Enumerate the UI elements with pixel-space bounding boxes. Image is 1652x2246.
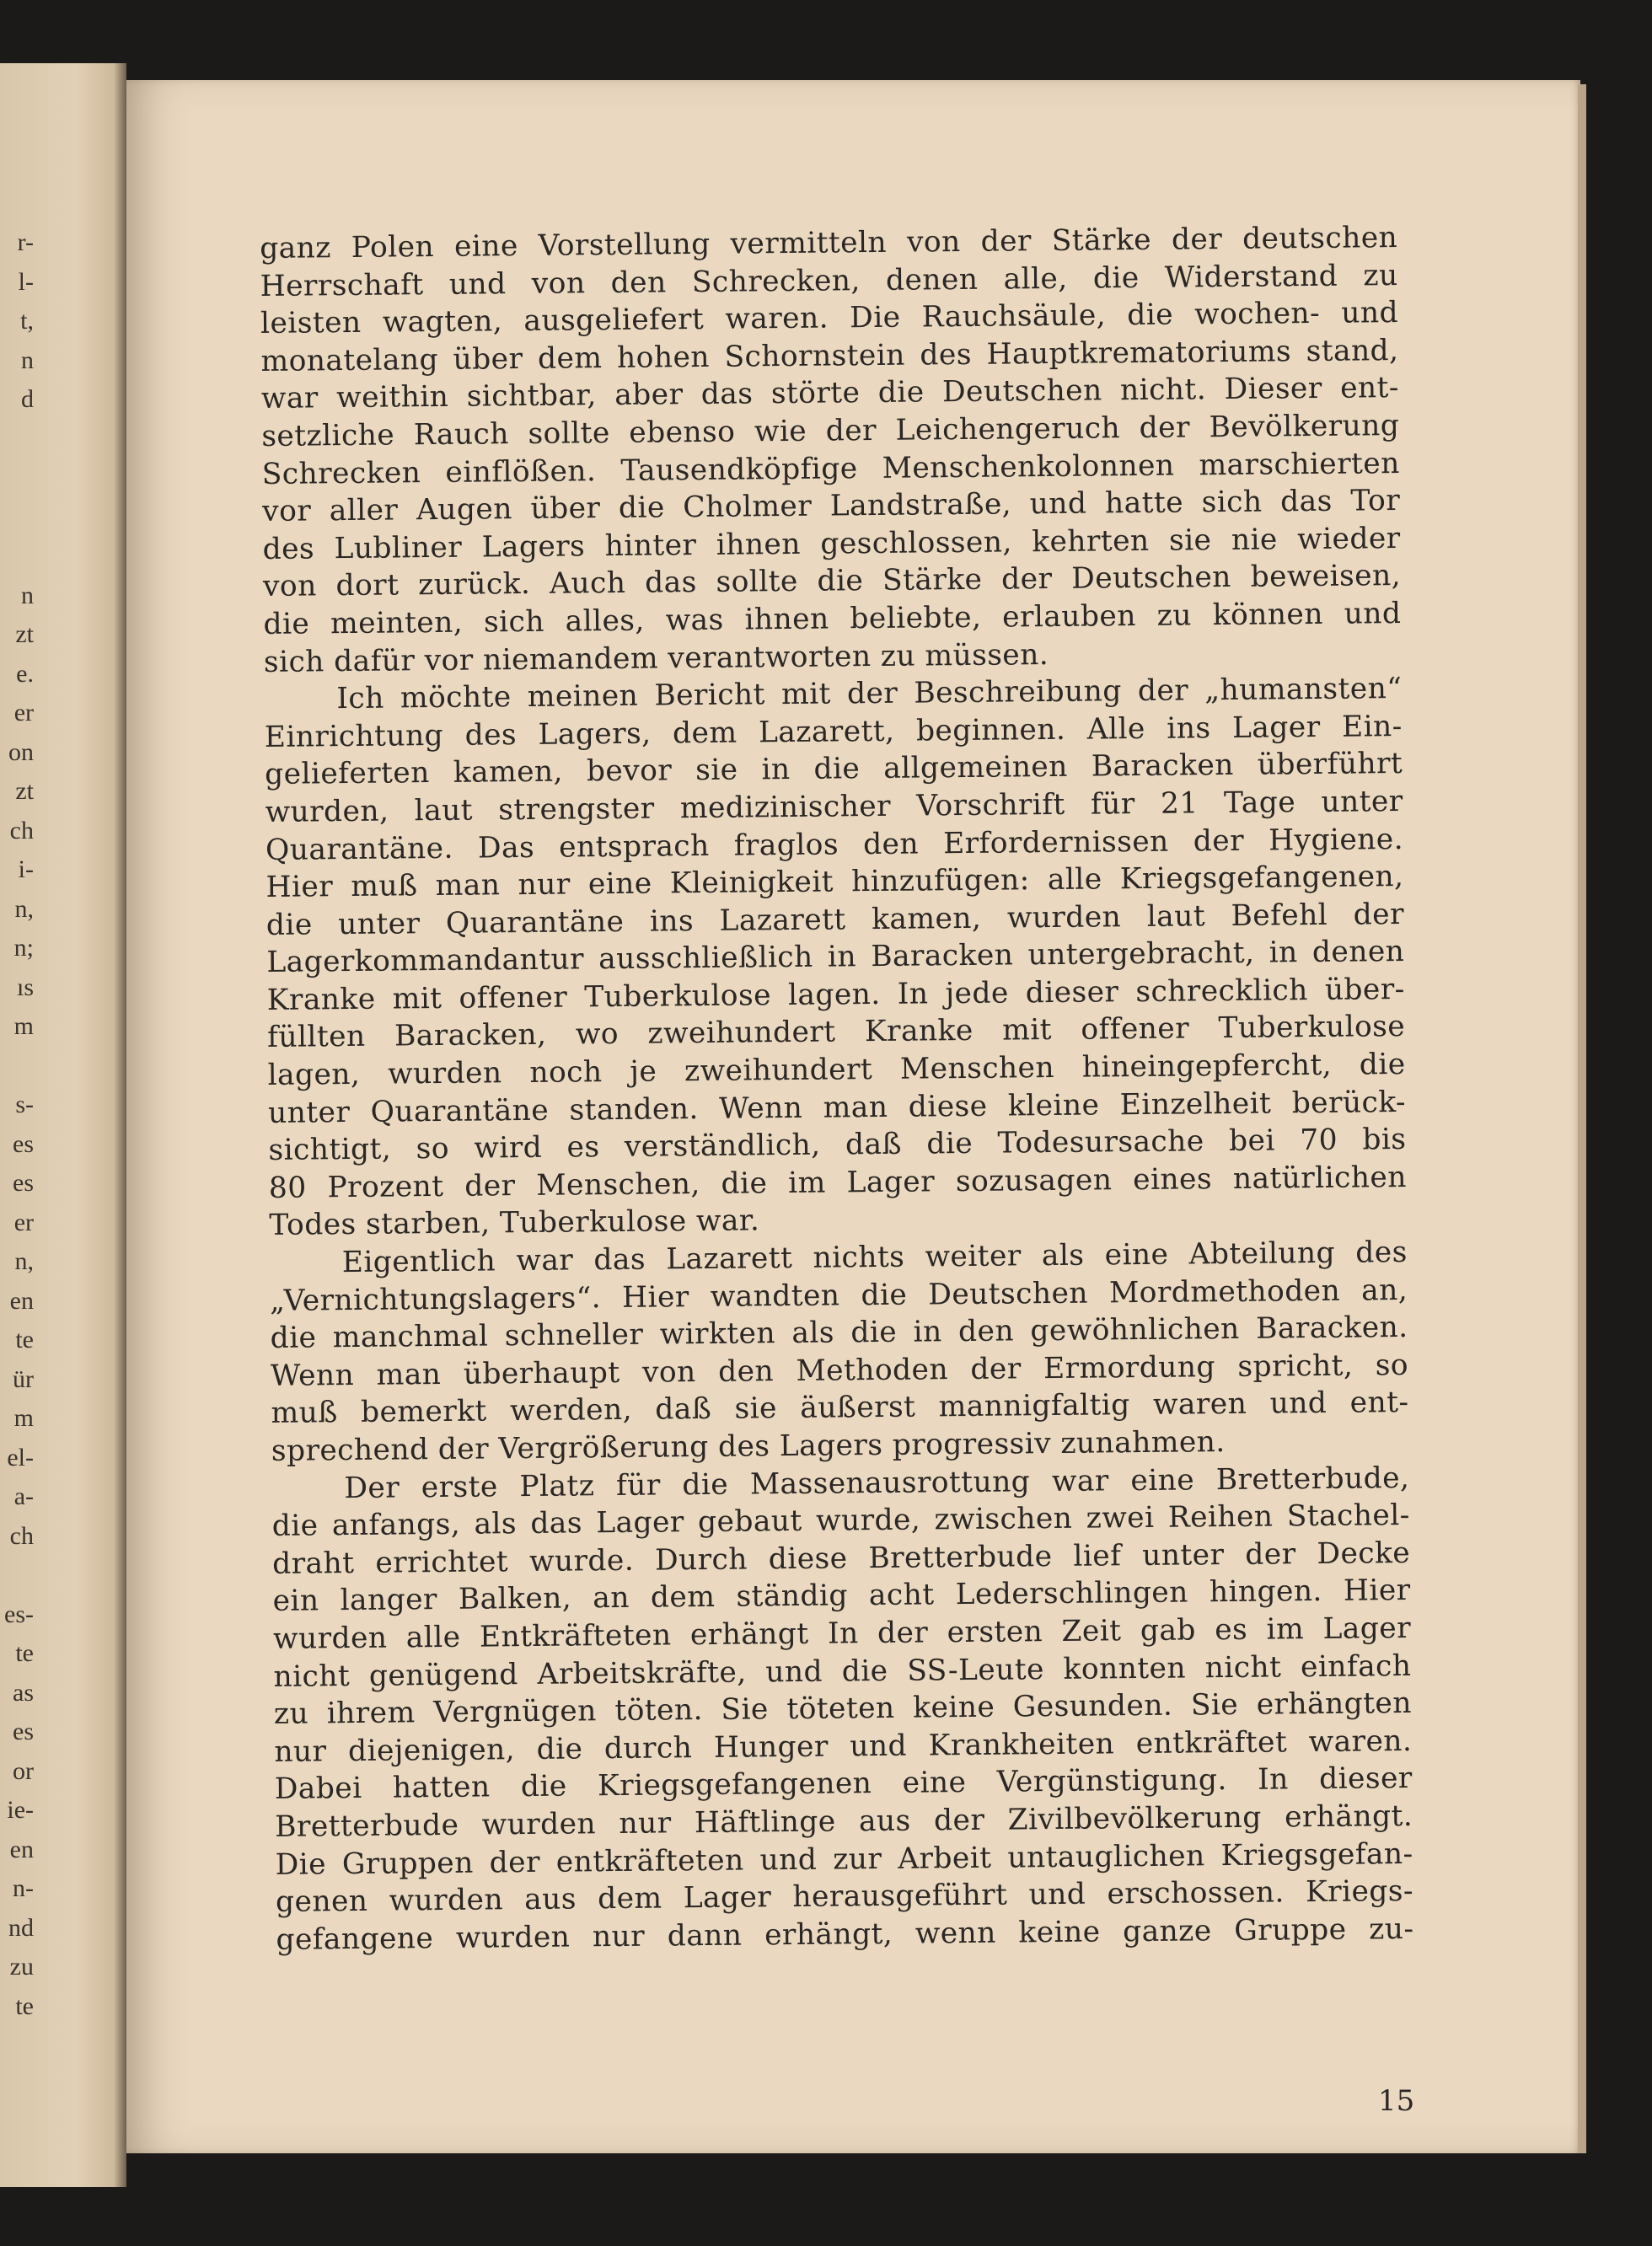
text-line: Eigentlich war das Lazarett nichts weiter als eine Abteilung des bbox=[341, 1236, 1408, 1280]
text-line: die anfangs, als das Lager gebaut wurde, zwischen zwei Reihen Stachel- bbox=[271, 1498, 1410, 1544]
left-page-fragment: te bbox=[15, 1326, 34, 1353]
text-line: Hier muß man nur eine Kleinigkeit hinzufügen: alle Kriegsgefangenen, bbox=[266, 860, 1404, 905]
text-line: draht errichtet wurde. Durch diese Bretterbude lief unter der Decke bbox=[272, 1536, 1411, 1581]
text-line: ein langer Balken, an dem ständig acht Lederschlingen hingen. Hier bbox=[272, 1573, 1411, 1619]
left-page-fragment: n, bbox=[14, 894, 34, 923]
left-page-fragment: n, bbox=[14, 1247, 34, 1275]
left-page-fragment: er bbox=[13, 699, 34, 726]
left-page-fragment: l- bbox=[18, 267, 34, 296]
left-page-fragment: m bbox=[13, 1404, 34, 1432]
left-page-edge bbox=[0, 63, 126, 2187]
text-line: Dabei hatten die Kriegsgefangenen eine Vergünstigung. In dieser bbox=[274, 1761, 1413, 1807]
left-page-fragment: d bbox=[21, 385, 34, 413]
text-line: lagen, wurden noch je zweihundert Menschen hineingepfercht, die bbox=[267, 1048, 1406, 1093]
text-line: Ich möchte meinen Bericht mit der Beschreibung der „humansten“ bbox=[336, 672, 1403, 716]
left-page-fragment: es bbox=[13, 1169, 34, 1197]
text-line: Der erste Platz für die Massenausrottung war eine Bretterbude, bbox=[344, 1461, 1410, 1505]
left-page-fragment: i- bbox=[18, 855, 34, 883]
left-page-fragment: m bbox=[13, 1012, 34, 1040]
text-line: von dort zurück. Auch das sollte die Stärke der Deutschen beweisen, bbox=[262, 559, 1402, 604]
text-line: vor aller Augen über die Cholmer Landstraße, und hatte sich das Tor bbox=[262, 484, 1401, 529]
left-page-fragment: nd bbox=[8, 1913, 34, 1942]
left-page-fragment: ie- bbox=[7, 1796, 34, 1824]
left-page-fragment: n bbox=[21, 346, 34, 374]
text-line: genen wurden aus dem Lager herausgeführt und erschossen. Kriegs- bbox=[275, 1874, 1414, 1920]
text-line: nur diejenigen, die durch Hunger und Krankheiten entkräftet waren. bbox=[274, 1723, 1413, 1769]
text-line: ganz Polen eine Vorstellung vermitteln von der Stärke der deutschen bbox=[260, 221, 1398, 265]
text-line: gefangene wurden nur dann erhängt, wenn keine ganze Gruppe zu- bbox=[276, 1911, 1414, 1957]
left-page-fragment: a- bbox=[13, 1482, 34, 1510]
left-page-fragment: e. bbox=[16, 659, 34, 688]
text-line: Einrichtung des Lagers, dem Lazarett, beginnen. Alle ins Lager Ein- bbox=[264, 709, 1403, 754]
left-page-fragment: ıs bbox=[16, 973, 34, 1001]
body-text bbox=[260, 219, 1414, 1959]
text-line: Wenn man überhaupt von den Methoden der Ermordung spricht, so bbox=[270, 1348, 1409, 1393]
left-page-fragment: n- bbox=[13, 1874, 34, 1902]
text-line: Bretterbude wurden nur Häftlinge aus der Zivilbevölkerung erhängt. bbox=[274, 1798, 1413, 1844]
text-line: war weithin sichtbar, aber das störte die Deutschen nicht. Dieser ent- bbox=[260, 371, 1400, 416]
left-page-fragment: n; bbox=[13, 934, 34, 962]
text-line: Schrecken einflößen. Tausendköpfige Menschenkolonnen marschierten bbox=[261, 446, 1400, 491]
left-page-fragment: or bbox=[13, 1756, 34, 1785]
left-page-fragment: es- bbox=[4, 1600, 34, 1628]
text-line: Todes starben, Tuberkulose war. bbox=[269, 1203, 760, 1243]
text-line: Herrschaft und von den Schrecken, denen alle, die Widerstand zu bbox=[260, 258, 1398, 303]
text-line: füllten Baracken, wo zweihundert Kranke mit offener Tuberkulose bbox=[267, 1010, 1406, 1055]
text-line: sichtigt, so wird es verständlich, daß die Todesursache bei 70 bis bbox=[268, 1123, 1407, 1168]
left-page-fragment: en bbox=[9, 1286, 34, 1315]
text-line: die unter Quarantäne ins Lazarett kamen, wurden laut Befehl der bbox=[266, 897, 1405, 942]
left-page-fragment: te bbox=[15, 1991, 34, 2020]
text-line: 80 Prozent der Menschen, die im Lager sozusagen eines natürlichen bbox=[268, 1160, 1408, 1205]
left-page-fragment: te bbox=[15, 1639, 34, 1667]
book-page bbox=[126, 80, 1580, 2153]
left-page-fragment: on bbox=[8, 737, 34, 766]
text-line: sich dafür vor niemandem verantworten zu müssen. bbox=[263, 637, 1049, 679]
text-line: gelieferten kamen, bevor sie in die allgemeinen Baracken überführt bbox=[265, 747, 1403, 792]
left-page-fragment: el- bbox=[7, 1443, 34, 1471]
text-line: Lagerkommandantur ausschließlich in Baracken untergebracht, in denen bbox=[266, 935, 1405, 980]
text-line: die meinten, sich alles, was ihnen beliebte, erlauben zu können und bbox=[263, 596, 1402, 641]
page-edge bbox=[1578, 84, 1586, 2153]
left-page-fragment: n bbox=[21, 581, 34, 609]
left-page-fragment: en bbox=[9, 1835, 34, 1863]
text-line: „Vernichtungslagers“. Hier wandten die Deutschen Mordmethoden an, bbox=[270, 1273, 1408, 1318]
text-line: nicht genügend Arbeitskräfte, und die SS-Leute konnten nicht einfach bbox=[273, 1648, 1412, 1694]
text-line: zu ihrem Vergnügen töten. Sie töteten keine Gesunden. Sie erhängten bbox=[273, 1686, 1413, 1732]
text-line: monatelang über dem hohen Schornstein des Hauptkrematoriums stand, bbox=[260, 333, 1399, 378]
left-page-fragment: ch bbox=[9, 816, 34, 844]
left-page-fragment: zt bbox=[15, 620, 34, 648]
text-line: die manchmal schneller wirkten als die in den gewöhnlichen Baracken. bbox=[270, 1311, 1408, 1356]
left-page-fragment: es bbox=[13, 1718, 34, 1745]
text-line: wurden alle Entkräfteten erhängt In der ersten Zeit gab es im Lager bbox=[272, 1611, 1412, 1656]
left-page-fragment: er bbox=[13, 1208, 34, 1236]
text-line: des Lubliner Lagers hinter ihnen geschlossen, kehrten sie nie wieder bbox=[262, 521, 1401, 566]
text-line: Die Gruppen der entkräfteten und zur Arbeit untauglichen Kriegsgefan- bbox=[275, 1836, 1413, 1882]
left-page-fragment: ch bbox=[9, 1521, 34, 1550]
text-line: sprechend der Vergrößerung des Lagers progressiv zunahmen. bbox=[271, 1425, 1226, 1468]
left-page-fragment: as bbox=[13, 1678, 34, 1707]
text-line: leisten wagten, ausgeliefert waren. Die Rauchsäule, die wochen- und bbox=[260, 296, 1399, 341]
text-line: Quarantäne. Das entsprach fraglos den Erfordernissen der Hygiene. bbox=[265, 822, 1404, 867]
left-page-fragment: t, bbox=[20, 307, 34, 335]
left-page-fragment: ür bbox=[13, 1364, 34, 1393]
page-number: 15 bbox=[1378, 2084, 1415, 2118]
text-line: unter Quarantäne standen. Wenn man diese kleine Einzelheit berück- bbox=[267, 1085, 1407, 1130]
left-page-fragment: s- bbox=[15, 1091, 34, 1118]
left-page-fragment: r- bbox=[17, 228, 34, 256]
text-line: Kranke mit offener Tuberkulose lagen. In jede dieser schrecklich über- bbox=[266, 972, 1405, 1017]
left-page-fragment: zt bbox=[15, 777, 34, 805]
left-page-fragment: zu bbox=[9, 1953, 34, 1981]
text-line: setzliche Rauch sollte ebenso wie der Leichengeruch der Bevölkerung bbox=[261, 408, 1400, 453]
text-line: muß bemerkt werden, daß sie äußerst mannigfaltig waren und ent- bbox=[271, 1386, 1409, 1431]
text-line: wurden, laut strengster medizinischer Vorschrift für 21 Tage unter bbox=[265, 784, 1403, 829]
left-page-fragment: es bbox=[13, 1129, 34, 1158]
